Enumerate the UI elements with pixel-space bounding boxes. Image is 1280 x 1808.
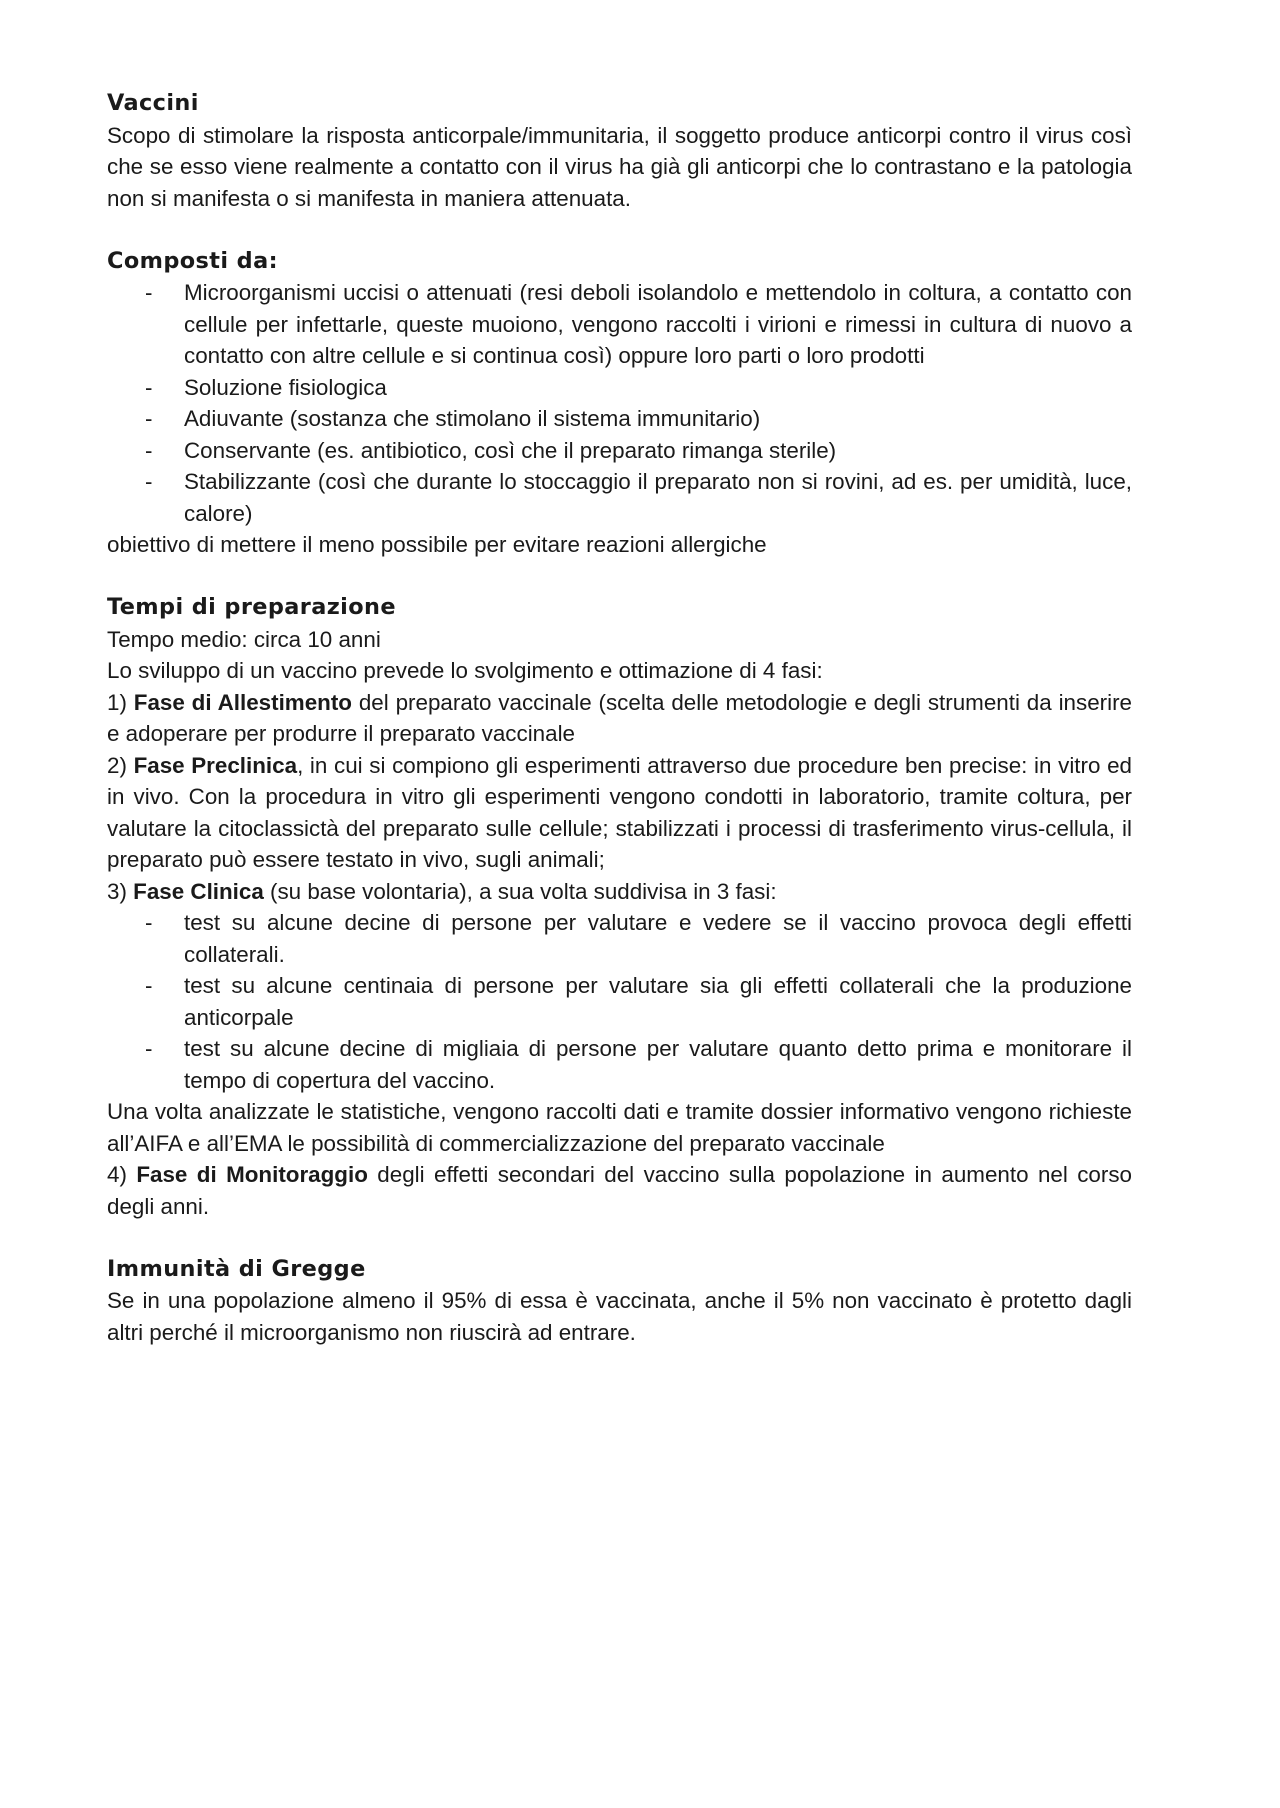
section-title-immunita: Immunità di Gregge <box>107 1255 366 1282</box>
spacer <box>107 1222 1132 1254</box>
phase-3-title: Fase Clinica <box>133 878 264 904</box>
phase-2-title: Fase Preclinica <box>133 752 298 778</box>
phase-1-text: del preparato vaccinale (scelta delle metodologie e degli strumenti da inserire e adoperare per produrre il preparato vaccinale <box>107 689 1132 746</box>
spacer <box>107 214 1132 246</box>
list-item: - Adiuvante (sostanza che stimolano il sistema immunitario) <box>107 403 1132 435</box>
phase-4-title: Fase di Monitoraggio <box>136 1162 368 1187</box>
composti-list <box>107 277 1132 529</box>
phase-2-number: 2) <box>107 752 134 778</box>
tempi-line-1: Tempo medio: circa 10 anni <box>107 626 381 652</box>
section-title-tempi: Tempi di preparazione <box>107 594 396 620</box>
list-item: - test su alcune decine di persone per valutare e vedere se il vaccino provoca degli effetti collaterali. <box>107 907 1132 970</box>
phase-3-number: 3) <box>107 878 134 904</box>
phase-1-number: 1) <box>107 689 134 715</box>
composti-note: obiettivo di mettere il meno possibile per evitare reazioni allergiche <box>107 532 767 557</box>
after-phase-3-paragraph: Una volta analizzate le statistiche, vengono raccolti dati e tramite dossier informativo vengono richieste all’AIFA e all’EMA le possibilità di commercializzazione del preparato vaccinale <box>107 1099 1132 1156</box>
vaccini-paragraph: Scopo di stimolare la risposta anticorpale/immunitaria, il soggetto produce anticorpi contro il virus così che se esso viene realmente a contatto con il virus ha già gli anticorpi che lo contrastano e la patologia non si manifesta o si manifesta in maniera attenuata. <box>107 122 1132 211</box>
phase-2-paragraph <box>107 750 1132 876</box>
list-item: - Soluzione fisiologica <box>107 372 1132 404</box>
list-item: - Stabilizzante (così che durante lo stoccaggio il preparato non si rovini, ad es. per umidità, luce, calore) <box>107 466 1132 529</box>
document-page <box>107 88 1132 1348</box>
list-item: - test su alcune centinaia di persone per valutare sia gli effetti collaterali che la produzione anticorpale <box>107 970 1132 1033</box>
section-title-composti: Composti da: <box>107 247 278 274</box>
phase-3-paragraph <box>107 876 1132 908</box>
phase-4-text: degli effetti secondari del vaccino sulla popolazione in aumento nel corso degli anni. <box>107 1162 1132 1219</box>
section-title-vaccini: Vaccini <box>107 90 199 116</box>
phase-2-text: , in cui si compiono gli esperimenti attraverso due procedure ben precise: in vitro ed in vivo. Con la procedura in vitro gli esperimenti vengono condotti in laboratorio, tramite coltura, per valutare la citoclassictà del preparato sulle cellule; stabilizzati i processi di trasferimento virus-cellula, il preparato può essere testato in vivo, sugli animali; <box>107 752 1132 872</box>
spacer <box>107 561 1132 593</box>
immunita-paragraph: Se in una popolazione almeno il 95% di essa è vaccinata, anche il 5% non vaccinato è protetto dagli altri perché il microorganismo non riuscirà ad entrare. <box>107 1288 1132 1345</box>
list-item: - Microorganismi uccisi o attenuati (resi deboli isolandolo e mettendolo in coltura, a contatto con cellule per infettarle, queste muoiono, vengono raccolti i virioni e rimessi in cultura di nuovo a contatto con altre cellule e si continua così) oppure loro parti o loro prodotti <box>107 277 1132 372</box>
phase-1-title: Fase di Allestimento <box>133 689 352 715</box>
tempi-line-2: Lo sviluppo di un vaccino prevede lo svolgimento e ottimazione di 4 fasi: <box>107 658 823 683</box>
list-item: - Conservante (es. antibiotico, così che il preparato rimanga sterile) <box>107 435 1132 467</box>
phase-4-paragraph <box>107 1159 1132 1222</box>
phase-3-text: (su base volontaria), a sua volta suddivisa in 3 fasi: <box>263 878 777 904</box>
phase-1-paragraph <box>107 687 1132 750</box>
phase-3-list <box>107 907 1132 1096</box>
phase-4-number: 4) <box>107 1162 137 1187</box>
list-item: - test su alcune decine di migliaia di persone per valutare quanto detto prima e monitorare il tempo di copertura del vaccino. <box>107 1033 1132 1096</box>
